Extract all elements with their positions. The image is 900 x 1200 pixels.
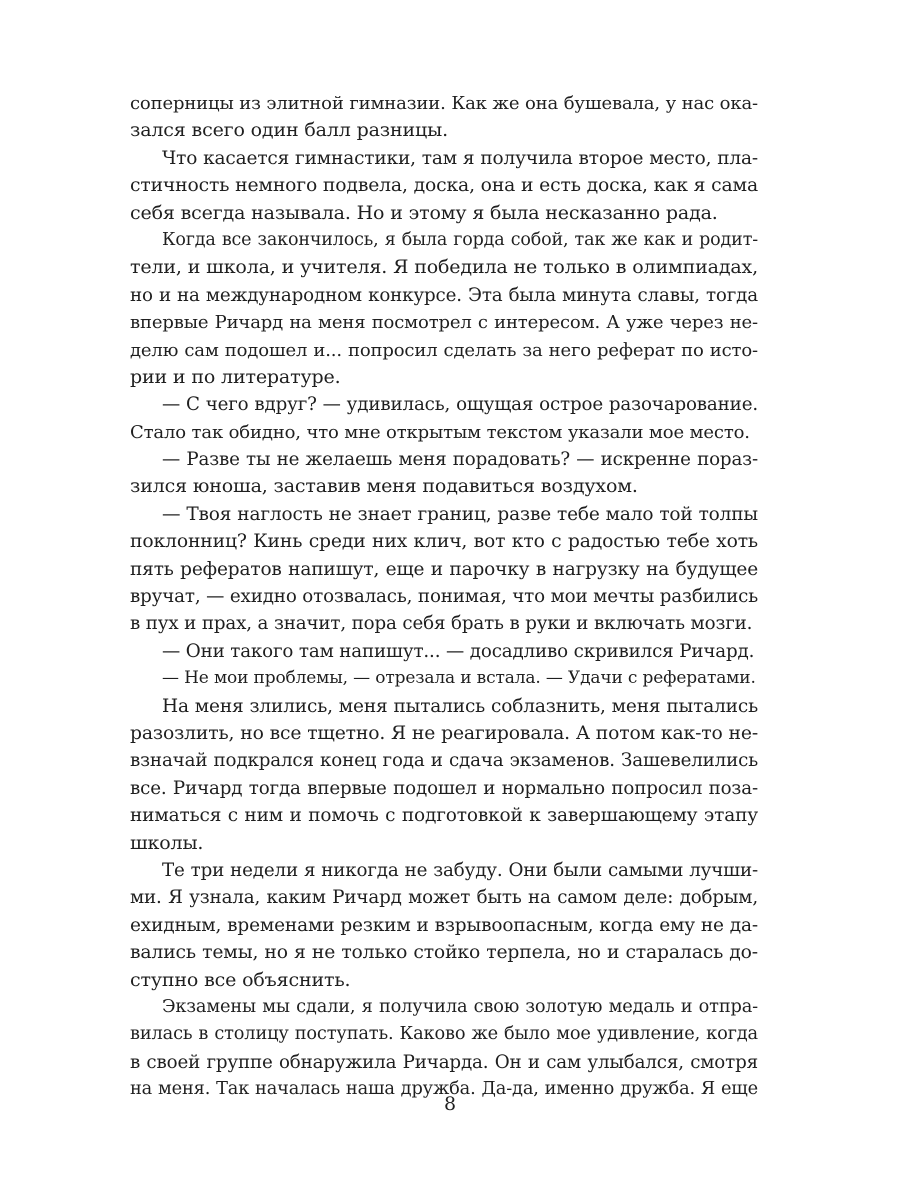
text-line: Экзамены мы сдали, я получила свою золотую медаль и отпра- [162, 996, 758, 1017]
text-line: разозлить, но все тщетно. Я не реагировала. А потом как-то не- [130, 722, 758, 744]
text-line: — Они такого там напишут... — досадливо скривился Ричард. [162, 640, 755, 662]
text-line: зался всего один балл разницы. [130, 119, 448, 142]
text-line: вручат, — ехидно отозвалась, понимая, что мои мечты разбились [130, 586, 758, 608]
text-line: вались темы, но я не только стойко терпела, но и старалась до- [130, 942, 758, 964]
text-line: Те три недели я никогда не забуду. Они были самыми лучши- [162, 859, 758, 881]
text-line: — Твоя наглость не знает границ, разве тебе мало той толпы [162, 503, 758, 525]
page-number: 8 [443, 1093, 457, 1115]
text-line: впервые Ричард на меня посмотрел с интересом. А уже через не- [130, 312, 758, 334]
text-line: рии и по литературе. [130, 365, 341, 388]
text-line: школы. [130, 831, 204, 854]
text-line: в своей группе обнаружила Ричарда. Он и сам улыбался, смотря [130, 1051, 758, 1073]
text-line: тели, и школа, и учителя. Я победила не только в олимпиадах, [130, 256, 758, 279]
text-line: соперницы из элитной гимназии. Как же она бушевала, у нас ока- [130, 93, 758, 114]
text-line: взначай подкрался конец года и сдача экзаменов. Зашевелились [130, 750, 758, 772]
text-line: — Разве ты не желаешь меня порадовать? — искренне пораз- [162, 449, 758, 471]
text-line: ступно все объяснить. [130, 968, 351, 991]
body-text [130, 90, 758, 1103]
text-line: вилась в столицу поступать. Каково же было мое удивление, когда [130, 1024, 758, 1045]
text-line: На меня злились, меня пытались соблазнить, меня пытались [162, 695, 758, 717]
text-line: делю сам подошел и... попросил сделать за него реферат по исто- [130, 339, 758, 361]
text-line: все. Ричард тогда впервые подошел и нормально попросил поза- [130, 777, 758, 799]
text-line: Стало так обидно, что мне открытым текстом указали мое место. [130, 421, 750, 443]
text-line: на меня. Так началась наша дружба. Да-да, именно дружба. Я еще [130, 1079, 758, 1100]
text-line: себя всегда называла. Но и этому я была несказанно рада. [130, 201, 718, 224]
text-line: ми. Я узнала, каким Ричард может быть на самом деле: добрым, [130, 887, 758, 909]
text-line: но и на международном конкурсе. Эта была минута славы, тогда [130, 284, 758, 306]
text-line: поклонниц? Кинь среди них клич, вот кто с радостью тебе хоть [130, 531, 758, 553]
text-line: стичность немного подвела, доска, она и есть доска, как я сама [130, 175, 758, 197]
text-line: Когда все закончилось, я была горда собой, так же как и родит- [162, 229, 758, 250]
text-line: пять рефератов напишут, еще и парочку в нагрузку на будущее [130, 558, 758, 580]
text-line: зился юноша, заставив меня подавиться воздухом. [130, 475, 638, 498]
text-line: ниматься с ним и помочь с подготовкой к завершающему этапу [130, 805, 758, 827]
text-line: — С чего вдруг? — удивилась, ощущая острое разочарование. [162, 394, 758, 416]
text-line: ехидным, временами резким и взрывоопасным, когда ему не да- [130, 914, 758, 936]
text-line: — Не мои проблемы, — отрезала и встала. — Удачи с рефератами. [162, 668, 756, 689]
text-line: в пух и прах, а значит, пора себя брать в руки и включать мозги. [130, 613, 753, 635]
text-line: Что касается гимнастики, там я получила второе место, пла- [162, 147, 758, 169]
